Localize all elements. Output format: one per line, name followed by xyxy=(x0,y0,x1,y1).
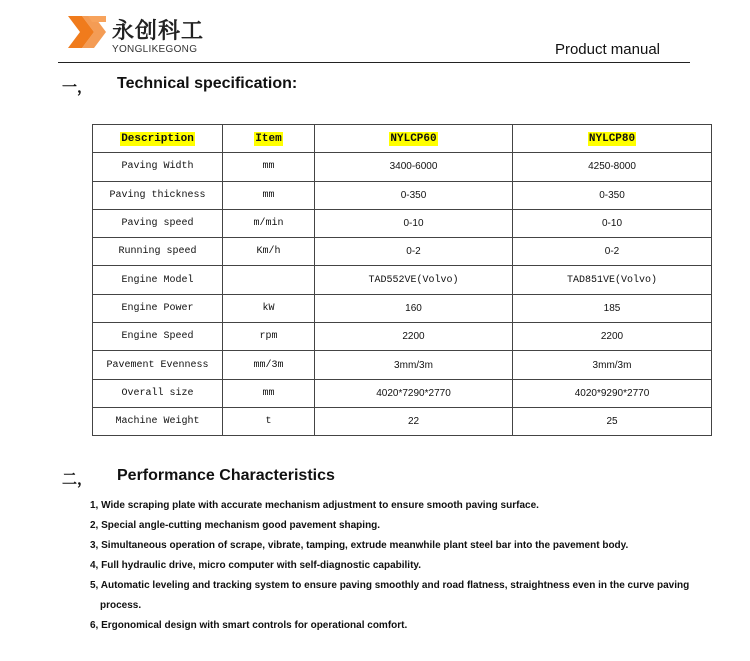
cell-nylcp80: TAD851VE(Volvo) xyxy=(513,266,712,294)
cell-item: mm xyxy=(223,379,315,407)
section-title: Technical specification: xyxy=(117,75,298,92)
table-row xyxy=(93,407,712,435)
spec-table xyxy=(92,124,712,436)
cell-nylcp60: 0-350 xyxy=(315,181,513,209)
column-header-item: Item xyxy=(223,125,315,153)
section-number: 二， xyxy=(62,470,93,488)
list-item: 5, Automatic leveling and tracking system to ensure paving smoothly and road flatness, straightness even in the curve paving xyxy=(90,580,690,591)
list-item: 4, Full hydraulic drive, micro computer with self-diagnostic capability. xyxy=(90,560,421,571)
table-row xyxy=(93,351,712,379)
table-row xyxy=(93,379,712,407)
cell-item: rpm xyxy=(223,323,315,351)
cell-nylcp60: 22 xyxy=(315,407,513,435)
section-number: 一， xyxy=(62,78,93,96)
cell-nylcp60: 2200 xyxy=(315,323,513,351)
cell-item: mm/3m xyxy=(223,351,315,379)
cell-description: Engine Power xyxy=(93,294,223,322)
table-row xyxy=(93,323,712,351)
cell-description: Paving Width xyxy=(93,153,223,181)
list-item: 3, Simultaneous operation of scrape, vibrate, tamping, extrude meanwhile plant steel bar into the pavement body. xyxy=(90,540,629,551)
section-technical-specification xyxy=(0,74,750,96)
cell-item xyxy=(223,266,315,294)
cell-nylcp80: 0-10 xyxy=(513,209,712,237)
cell-nylcp80: 4250-8000 xyxy=(513,153,712,181)
list-item: 2, Special angle-cutting mechanism good pavement shaping. xyxy=(90,520,381,531)
list-item-continuation: process. xyxy=(100,600,142,611)
cell-description: Engine Speed xyxy=(93,323,223,351)
manual-title: Product manual xyxy=(554,41,660,58)
column-header-nylcp80: NYLCP80 xyxy=(513,125,712,153)
cell-nylcp80: 25 xyxy=(513,407,712,435)
cell-nylcp80: 0-2 xyxy=(513,238,712,266)
cell-item: kW xyxy=(223,294,315,322)
list-item: 1, Wide scraping plate with accurate mechanism adjustment to ensure smooth paving surface. xyxy=(90,500,539,511)
cell-nylcp60: 3400-6000 xyxy=(315,153,513,181)
table-row xyxy=(93,153,712,181)
cell-nylcp80: 4020*9290*2770 xyxy=(513,379,712,407)
cell-description: Engine Model xyxy=(93,266,223,294)
cell-nylcp60: 4020*7290*2770 xyxy=(315,379,513,407)
cell-item: Km/h xyxy=(223,238,315,266)
cell-description: Paving thickness xyxy=(93,181,223,209)
column-header-description: Description xyxy=(93,125,223,153)
table-row xyxy=(93,209,712,237)
table-row xyxy=(93,181,712,209)
cell-nylcp80: 3mm/3m xyxy=(513,351,712,379)
page-header xyxy=(0,0,750,62)
cell-nylcp60: 160 xyxy=(315,294,513,322)
cell-nylcp80: 185 xyxy=(513,294,712,322)
header-divider xyxy=(58,62,690,63)
section-performance-characteristics xyxy=(0,466,750,488)
cell-item: t xyxy=(223,407,315,435)
logo-chinese-text: 永创科工 xyxy=(112,18,205,44)
logo-english-text: YONGLIKEGONG xyxy=(112,44,198,55)
cell-description: Overall size xyxy=(93,379,223,407)
table-header-row xyxy=(93,125,712,153)
table-row xyxy=(93,266,712,294)
cell-nylcp60: 3mm/3m xyxy=(315,351,513,379)
cell-nylcp60: 0-2 xyxy=(315,238,513,266)
cell-description: Running speed xyxy=(93,238,223,266)
cell-nylcp80: 0-350 xyxy=(513,181,712,209)
cell-nylcp60: 0-10 xyxy=(315,209,513,237)
column-header-nylcp60: NYLCP60 xyxy=(315,125,513,153)
cell-item: m/min xyxy=(223,209,315,237)
cell-item: mm xyxy=(223,181,315,209)
yonglikegong-logo-icon xyxy=(68,16,106,48)
cell-description: Machine Weight xyxy=(93,407,223,435)
section-title: Performance Characteristics xyxy=(117,467,335,484)
cell-item: mm xyxy=(223,153,315,181)
cell-nylcp80: 2200 xyxy=(513,323,712,351)
cell-nylcp60: TAD552VE(Volvo) xyxy=(315,266,513,294)
table-row xyxy=(93,294,712,322)
performance-list xyxy=(90,496,700,636)
cell-description: Pavement Evenness xyxy=(93,351,223,379)
cell-description: Paving speed xyxy=(93,209,223,237)
table-row xyxy=(93,238,712,266)
list-item: 6, Ergonomical design with smart controls for operational comfort. xyxy=(90,620,408,631)
